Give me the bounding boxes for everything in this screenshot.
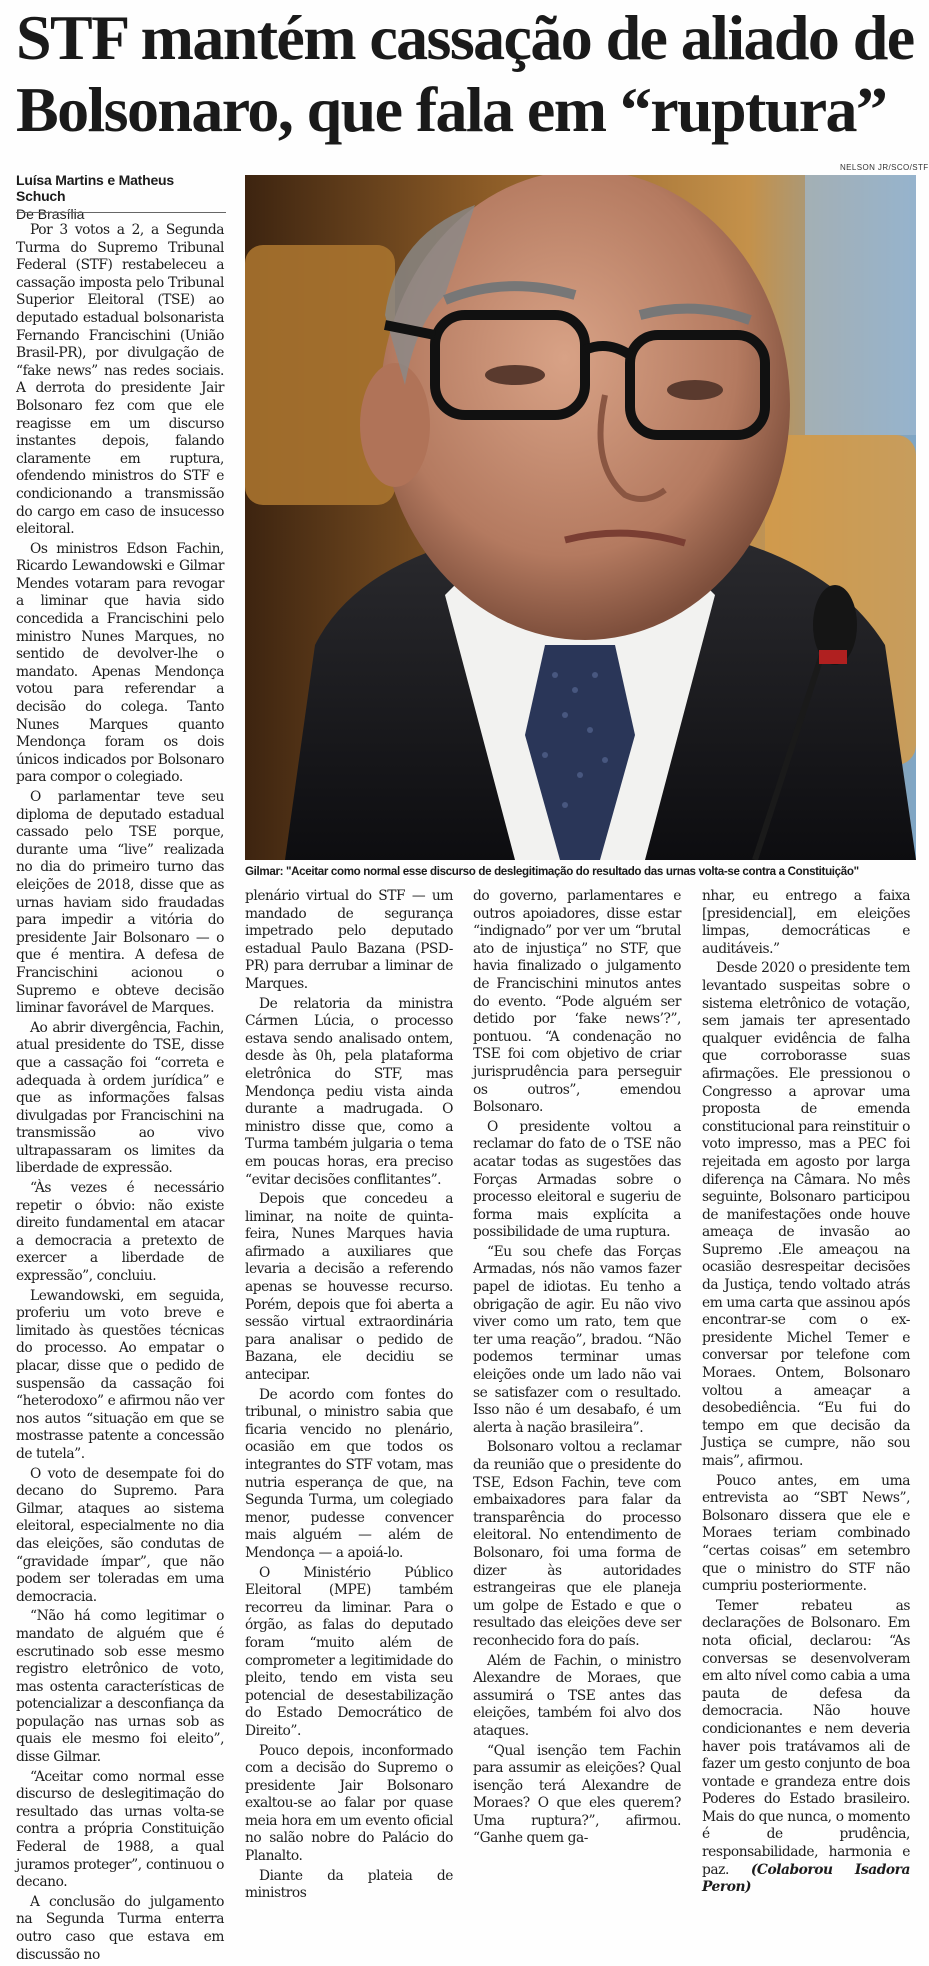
paragraph: De acordo com fontes do tribunal, o ministro sabia que ficaria vencido no plenário, ocasião em que todos os integrantes do STF votam, mas nutria esperança de que, na Segunda Turma, um colegiado menor, pudesse convencer mais alguém — além de Mendonça — a apoiá-lo.	[245, 1386, 453, 1561]
paragraph: plenário virtual do STF — um mandado de segurança impetrado pelo deputado estadual Paulo Bazana (PSD-PR) para derrubar a liminar de Marques.	[245, 888, 453, 992]
headline	[16, 2, 916, 146]
photo-caption	[245, 865, 925, 878]
paragraph-text: Temer rebateu as declarações de Bolsonaro. Em nota oficial, declarou: “As conversas se desenvolveram em alto nível como cabia a uma pauta de defesa da democracia. Não houve condicionantes e nem deveria haver pois tratávamos ali de fazer um gesto conjunto de boa vontade e grandeza entre dois Poderes do Estado brasileiro. Mais do que nunca, o momento é de prudência, responsabilidade, harmonia e paz.	[702, 1597, 910, 1878]
paragraph: “Eu sou chefe das Forças Armadas, nós não vamos fazer papel de idiotas. Eu tenho a obrigação de agir. Eu não vivo viver como um rato, tem que ter uma reação”, bradou. “Não podemos terminar umas eleições onde um lado não vai se satisfazer com o resultado. Isso não é um desabafo, é um alerta à nação brasileira”.	[473, 1243, 681, 1436]
paragraph: Os ministros Edson Fachin, Ricardo Lewandowski e Gilmar Mendes votaram para revogar a liminar que havia sido concedida a Francischini pelo ministro Nunes Marques, no sentido de devolver-lhe o mandato. Apenas Mendonça votou para referendar a decisão do colega. Tanto Nunes Marques quanto Mendonça foram os dois únicos indicados por Bolsonaro para compor o colegiado.	[16, 540, 224, 786]
article-column-4	[702, 888, 910, 1899]
paragraph: do governo, parlamentares e outros apoiadores, disse estar “indignado” por ver um “brutal ato de injustiça” no STF, que havia finalizado o julgamento de Francischini minutos antes do evento. “Pode alguém ser detido por ‘fake news’?”, pontuou. “A condenação no TSE foi com objetivo de criar jurisprudência para perseguir os outros”, emendou Bolsonaro.	[473, 888, 681, 1116]
byline-divider	[16, 212, 226, 213]
paragraph: Lewandowski, em seguida, proferiu um voto breve e limitado às questões técnicas do processo. Ao empatar o placar, disse que o pedido de suspensão da cassação foi “heterodoxo” e afirmou não ver nos autos “situação em que se mostrasse patente a concessão de tutela”.	[16, 1287, 224, 1462]
byline	[16, 172, 226, 222]
paragraph: O presidente voltou a reclamar do fato de o TSE não acatar todas as sugestões das Forças Armadas sobre o processo eleitoral e sugeriu de forma mais explícita a possibilidade de uma ruptura.	[473, 1118, 681, 1241]
paragraph: Pouco antes, em uma entrevista ao “SBT News”, Bolsonaro dissera que ele e Moraes teriam combinado “certas coisas” em setembro que o ministro do STF não cumpriu posteriormente.	[702, 1472, 910, 1595]
article-column-2	[245, 888, 453, 1905]
photo-credit: NELSON JR/SCO/STF	[840, 163, 929, 172]
caption-text: "Aceitar como normal esse discurso de deslegitimação do resultado das urnas volta-se contra a Constituição"	[283, 865, 859, 878]
paragraph: Diante da plateia de ministros	[245, 1867, 453, 1902]
paragraph: Ao abrir divergência, Fachin, atual presidente do TSE, disse que a cassação foi “correta e adequada à ordem jurídica” e que as informações falsas divulgadas por Francischini na transmissão ao vivo ultrapassaram os limites da liberdade de expressão.	[16, 1019, 224, 1177]
paragraph: Por 3 votos a 2, a Segunda Turma do Supremo Tribunal Federal (STF) restabeleceu a cassação imposta pelo Tribunal Superior Eleitoral (TSE) ao deputado estadual bolsonarista Fernando Francischini (União Brasil-PR), por divulgação de “fake news” nas redes sociais. A derrota do presidente Jair Bolsonaro fez com que ele reagisse em um discurso instantes depois, falando claramente em ruptura, ofendendo ministros do STF e condicionando a transmissão do cargo em caso de insucesso eleitoral.	[16, 222, 224, 538]
signoff: (Colaborou Isadora Peron)	[702, 1861, 910, 1896]
byline-place: De Brasília	[16, 206, 85, 222]
paragraph: O Ministério Público Eleitoral (MPE) também recorreu da liminar. Para o órgão, as falas do deputado foram “muito além de comprometer a legitimidade do pleito, tendo em vista seu potencial de desestabilização do Estado Democrático de Direito”.	[245, 1564, 453, 1739]
headline-line-1: STF mantém cassação de aliado de	[16, 2, 914, 73]
paragraph: De relatoria da ministra Cármen Lúcia, o processo estava sendo analisado ontem, desde às 0h, pela plataforma eletrônica do STF, mas Mendonça pediu vista ainda durante a madrugada. O ministro disse que, como a Turma também julgaria o tema em poucas horas, era preciso “evitar decisões conflitantes”.	[245, 995, 453, 1188]
article-photo	[245, 175, 916, 860]
paragraph	[702, 1598, 910, 1897]
byline-authors: Luísa Martins e Matheus Schuch	[16, 172, 174, 204]
portrait-illustration	[245, 175, 916, 860]
article-column-3	[473, 888, 681, 1850]
paragraph: “Às vezes é necessário repetir o óbvio: não existe direito fundamental em atacar a democracia a pretexto de exercer a liberdade de expressão”, concluiu.	[16, 1180, 224, 1285]
paragraph: Desde 2020 o presidente tem levantado suspeitas sobre o sistema eletrônico de votação, sem jamais ter apresentado qualquer evidência de falha que corroborasse suas afirmações. Ele pressionou o Congresso a aprovar uma proposta de emenda constitucional para reinstituir o voto impresso, mas a PEC foi rejeitada em agosto por larga diferença na Câmara. No mês seguinte, Bolsonaro participou de manifestações onde houve ameaça de invasão ao Supremo .Ele ameaçou na ocasião desrespeitar decisões da Justiça, tendo voltado atrás em uma carta que assinou após encontrar-se com o ex-presidente Michel Temer e conversar por telefone com Moraes. Ontem, Bolsonaro voltou a ameaçar a desobediência. “Eu fui do tempo em que decisão da Justiça se cumpre, não sou mais”, afirmou.	[702, 960, 910, 1469]
caption-lead: Gilmar:	[245, 865, 284, 878]
paragraph: “Qual isenção tem Fachin para assumir as eleições? Qual isenção terá Alexandre de Moraes? O que eles querem? Uma ruptura?”, afirmou. “Ganhe quem ga-	[473, 1742, 681, 1847]
paragraph: O voto de desempate foi do decano do Supremo. Para Gilmar, ataques ao sistema eleitoral, especialmente no dia das eleições, são condutas de “gravidade ímpar”, que não podem ser toleradas em uma democracia.	[16, 1465, 224, 1605]
paragraph: O parlamentar teve seu diploma de deputado estadual cassado pelo TSE porque, durante uma “live” realizada no dia do primeiro turno das eleições de 2018, disse que as urnas haviam sido fraudadas para impedir a vitória do presidente Jair Bolsonaro — o que é mentira. A defesa de Francischini acionou o Supremo e obteve decisão liminar favorável de Marques.	[16, 789, 224, 1017]
paragraph: “Não há como legitimar o mandato de alguém que é escrutinado sob esse mesmo registro eletrônico de voto, mas ostenta características de potencializar a desconfiança da população nas urnas sob as quais ele mesmo foi eleito”, disse Gilmar.	[16, 1608, 224, 1766]
paragraph: nhar, eu entrego a faixa [presidencial], em eleições limpas, democráticas e auditáveis.”	[702, 888, 910, 957]
headline-line-2: Bolsonaro, que fala em “ruptura”	[16, 74, 887, 145]
paragraph: Depois que concedeu a liminar, na noite de quinta-feira, Nunes Marques havia afirmado a auxiliares que levaria a decisão a referendo apenas se houvesse recurso. Porém, depois que foi aberta a sessão virtual extraordinária para analisar o pedido de Bazana, ele decidiu se antecipar.	[245, 1191, 453, 1384]
article-column-1	[16, 222, 224, 1966]
paragraph: A conclusão do julgamento na Segunda Turma enterra outro caso que estava em discussão no	[16, 1893, 224, 1963]
paragraph: Bolsonaro voltou a reclamar da reunião que o presidente do TSE, Edson Fachin, teve com embaixadores para falar da transparência do processo eleitoral. No entendimento de Bolsonaro, foi uma forma de dizer às autoridades estrangeiras que ele planeja um golpe de Estado e que o resultado das eleições deve ser reconhecido fora do país.	[473, 1439, 681, 1649]
paragraph: “Aceitar como normal esse discurso de deslegitimação do resultado das urnas volta-se contra a própria Constituição Federal de 1988, a qual juramos proteger”, continuou o decano.	[16, 1768, 224, 1891]
paragraph: Pouco depois, inconformado com a decisão do Supremo o presidente Jair Bolsonaro exaltou-se ao falar por quase meia hora em um evento oficial no salão nobre do Palácio do Planalto.	[245, 1742, 453, 1865]
paragraph: Além de Fachin, o ministro Alexandre de Moraes, que assumirá o TSE antes das eleições, também foi alvo dos ataques.	[473, 1652, 681, 1739]
